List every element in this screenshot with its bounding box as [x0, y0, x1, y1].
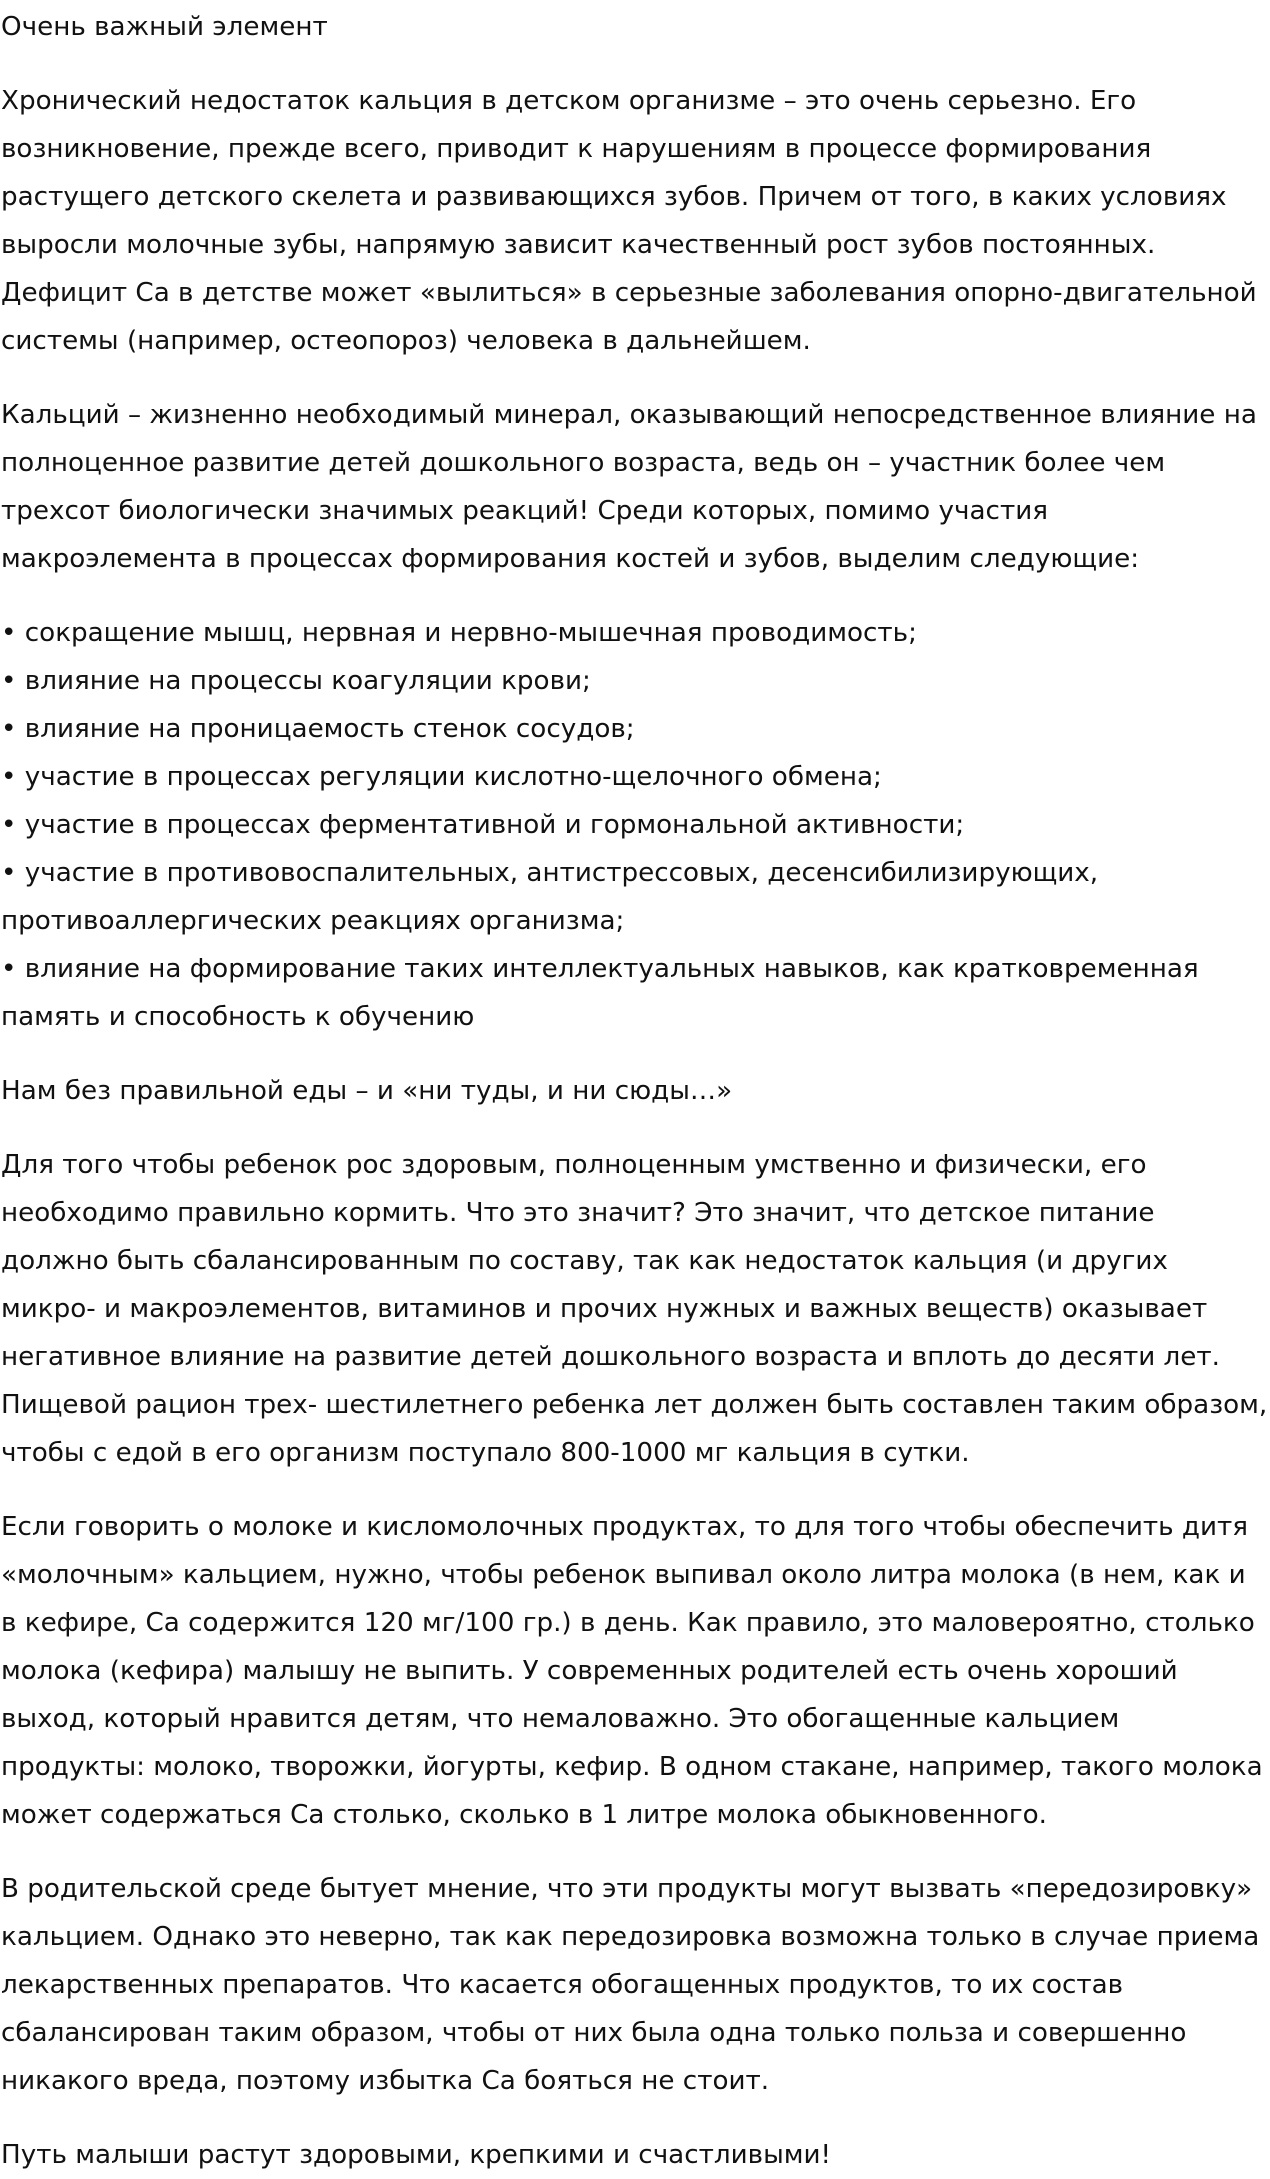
- list-item: • участие в процессах ферментативной и гормональной активности;: [1, 810, 965, 840]
- paragraph-nutrition: Для того чтобы ребенок рос здоровым, полноценным умственно и физически, его необходимо правильно кормить. Что это значит? Это значит, что детское питание должно быть сбалансированным по составу, так как недостаток кальция (и других микро- и макроэлементов, витаминов и прочих нужных и важных веществ) оказывает негативное влияние на развитие детей дошкольного возраста и вплоть до десяти лет. Пищевой рацион трех- шестилетнего ребенка лет должен быть составлен таким образом, чтобы с едой в его организм поступало 800-1000 мг кальция в сутки.: [1, 1150, 1268, 1468]
- list-item: • влияние на процессы коагуляции крови;: [1, 666, 591, 696]
- list-item: • влияние на формирование таких интеллектуальных навыков, как кратковременная память и способность к обучению: [1, 954, 1199, 1032]
- list-item: • участие в процессах регуляции кислотно-щелочного обмена;: [1, 762, 882, 792]
- paragraph-intro: Хронический недостаток кальция в детском организме – это очень серьезно. Его возникновение, прежде всего, приводит к нарушениям в процессе формирования растущего детского скелета и развивающихся зубов. Причем от того, в каких условиях выросли молочные зубы, напрямую зависит качественный рост зубов постоянных. Дефицит Са в детстве может «вылиться» в серьезные заболевания опорно-двигательной системы (например, остеопороз) человека в дальнейшем.: [1, 86, 1257, 356]
- list-item: • сокращение мышц, нервная и нервно-мышечная проводимость;: [1, 618, 917, 648]
- bullet-list: [1, 609, 1269, 1041]
- paragraph-calcium-role: Кальций – жизненно необходимый минерал, оказывающий непосредственное влияние на полноценное развитие детей дошкольного возраста, ведь он – участник более чем трехсот биологически значимых реакций! Среди которых, помимо участия макроэлемента в процессах формирования костей и зубов, выделим следующие:: [1, 400, 1257, 574]
- list-item: • влияние на проницаемость стенок сосудов;: [1, 714, 635, 744]
- article-heading: Очень важный элемент: [1, 12, 328, 42]
- paragraph-dairy: Если говорить о молоке и кисломолочных продуктах, то для того чтобы обеспечить дитя «молочным» кальцием, нужно, чтобы ребенок выпивал около литра молока (в нем, как и в кефире, Са содержится 120 мг/100 гр.) в день. Как правило, это маловероятно, столько молока (кефира) малышу не выпить. У современных родителей есть очень хороший выход, который нравится детям, что немаловажно. Это обогащенные кальцием продукты: молоко, творожки, йогурты, кефир. В одном стакане, например, такого молока может содержаться Са столько, сколько в 1 литре молока обыкновенного.: [1, 1512, 1263, 1830]
- list-item: • участие в противовоспалительных, антистрессовых, десенсибилизирующих, противоаллергических реакциях организма;: [1, 858, 1099, 936]
- paragraph-overdose: В родительской среде бытует мнение, что эти продукты могут вызвать «передозировку» кальцием. Однако это неверно, так как передозировка возможна только в случае приема лекарственных препаратов. Что касается обогащенных продуктов, то их состав сбалансирован таким образом, чтобы от них была одна только польза и совершенно никакого вреда, поэтому избытка Са бояться не стоит.: [1, 1874, 1260, 2096]
- section-subheading: Нам без правильной еды – и «ни туды, и ни сюды…»: [1, 1076, 733, 1106]
- closing-line: Путь малыши растут здоровыми, крепкими и счастливыми!: [1, 2140, 832, 2170]
